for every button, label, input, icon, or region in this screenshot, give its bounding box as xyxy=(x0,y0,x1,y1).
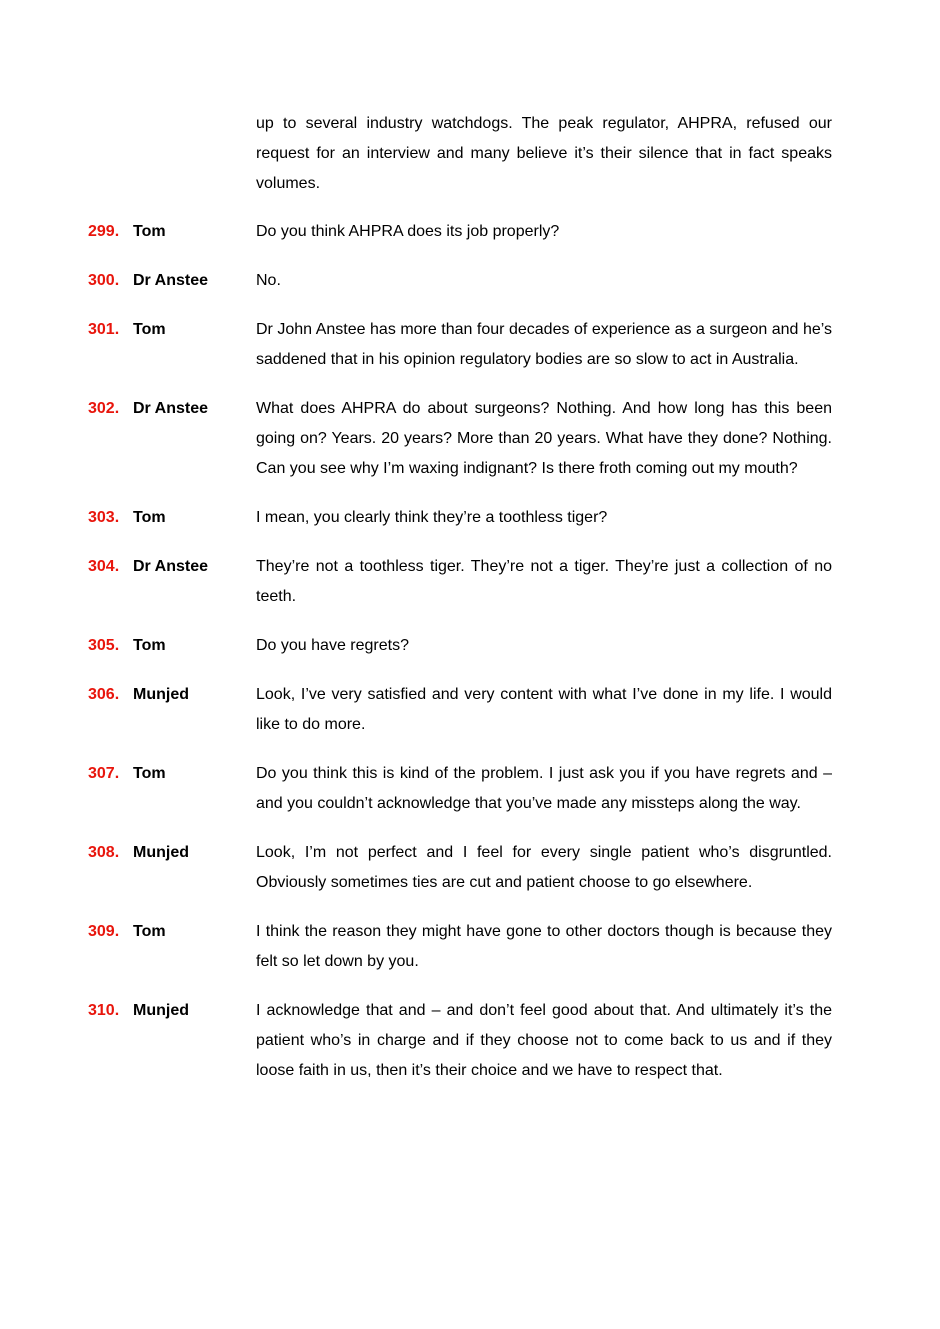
speaker-name: Tom xyxy=(133,509,166,526)
speaker-name: Tom xyxy=(133,321,166,338)
entry-text: Dr John Anstee has more than four decades of experience as a surgeon and he’s saddened that in his opinion regulatory bodies are so slow to act in Australia. xyxy=(256,321,832,368)
paragraph-number: 302. xyxy=(88,400,120,417)
entry-text: I think the reason they might have gone to other doctors though is because they felt so let down by you. xyxy=(256,923,832,970)
paragraph-number: 306. xyxy=(88,686,120,703)
entry-text: No. xyxy=(256,272,281,289)
continuation-text: up to several industry watchdogs. The peak regulator, AHPRA, refused our request for an interview and many believe it’s their silence that in fact speaks volumes. xyxy=(256,115,832,192)
transcript-entries xyxy=(0,217,940,1105)
entry-text: Look, I’m not perfect and I feel for every single patient who’s disgruntled. Obviously sometimes ties are cut and patient choose to go elsewhere. xyxy=(256,844,832,891)
paragraph-number: 310. xyxy=(88,1002,120,1019)
entry-text: Do you have regrets? xyxy=(256,637,409,654)
paragraph-number: 301. xyxy=(88,321,120,338)
transcript-entry-309 xyxy=(0,917,940,977)
entry-text: I acknowledge that and – and don’t feel good about that. And ultimately it’s the patient who’s in charge and if they choose not to come back to us and if they loose faith in us, then it’s their choice and we have to respect that. xyxy=(256,1002,832,1079)
entry-text: Look, I’ve very satisfied and very content with what I’ve done in my life. I would like to do more. xyxy=(256,686,832,733)
transcript-entry-306 xyxy=(0,680,940,740)
paragraph-number: 300. xyxy=(88,272,120,289)
transcript-entry-299 xyxy=(0,217,940,247)
speaker-name: Munjed xyxy=(133,844,189,861)
transcript-entry-308 xyxy=(0,838,940,898)
speaker-name: Dr Anstee xyxy=(133,558,208,575)
paragraph-number: 299. xyxy=(88,223,120,240)
entry-text: What does AHPRA do about surgeons? Nothing. And how long has this been going on? Years. 20 years? More than 20 years. What have they done? Nothing. Can you see why I’m waxing indignant? Is there froth coming out my mouth? xyxy=(256,400,832,477)
speaker-name: Tom xyxy=(133,765,166,782)
entry-text: They’re not a toothless tiger. They’re not a tiger. They’re just a collection of no teeth. xyxy=(256,558,832,605)
entry-text: I mean, you clearly think they’re a toothless tiger? xyxy=(256,509,608,526)
speaker-name: Munjed xyxy=(133,1002,189,1019)
paragraph-number: 308. xyxy=(88,844,120,861)
speaker-name: Tom xyxy=(133,637,166,654)
paragraph-number: 307. xyxy=(88,765,120,782)
speaker-name: Tom xyxy=(133,223,166,240)
transcript-entry-304 xyxy=(0,552,940,612)
transcript-entry-310 xyxy=(0,996,940,1086)
speaker-name: Tom xyxy=(133,923,166,940)
transcript-entry-305 xyxy=(0,631,940,661)
speaker-name: Dr Anstee xyxy=(133,272,208,289)
speaker-name: Munjed xyxy=(133,686,189,703)
paragraph-number: 303. xyxy=(88,509,120,526)
transcript-entry-301 xyxy=(0,315,940,375)
paragraph-number: 309. xyxy=(88,923,120,940)
paragraph-number: 305. xyxy=(88,637,120,654)
transcript-entry-307 xyxy=(0,759,940,819)
transcript-entry-303 xyxy=(0,503,940,533)
entry-text: Do you think this is kind of the problem. I just ask you if you have regrets and – and you couldn’t acknowledge that you’ve made any missteps along the way. xyxy=(256,765,832,812)
speaker-name: Dr Anstee xyxy=(133,400,208,417)
transcript-entry-302 xyxy=(0,394,940,484)
paragraph-number: 304. xyxy=(88,558,120,575)
transcript-entry-300 xyxy=(0,266,940,296)
entry-text: Do you think AHPRA does its job properly? xyxy=(256,223,560,240)
